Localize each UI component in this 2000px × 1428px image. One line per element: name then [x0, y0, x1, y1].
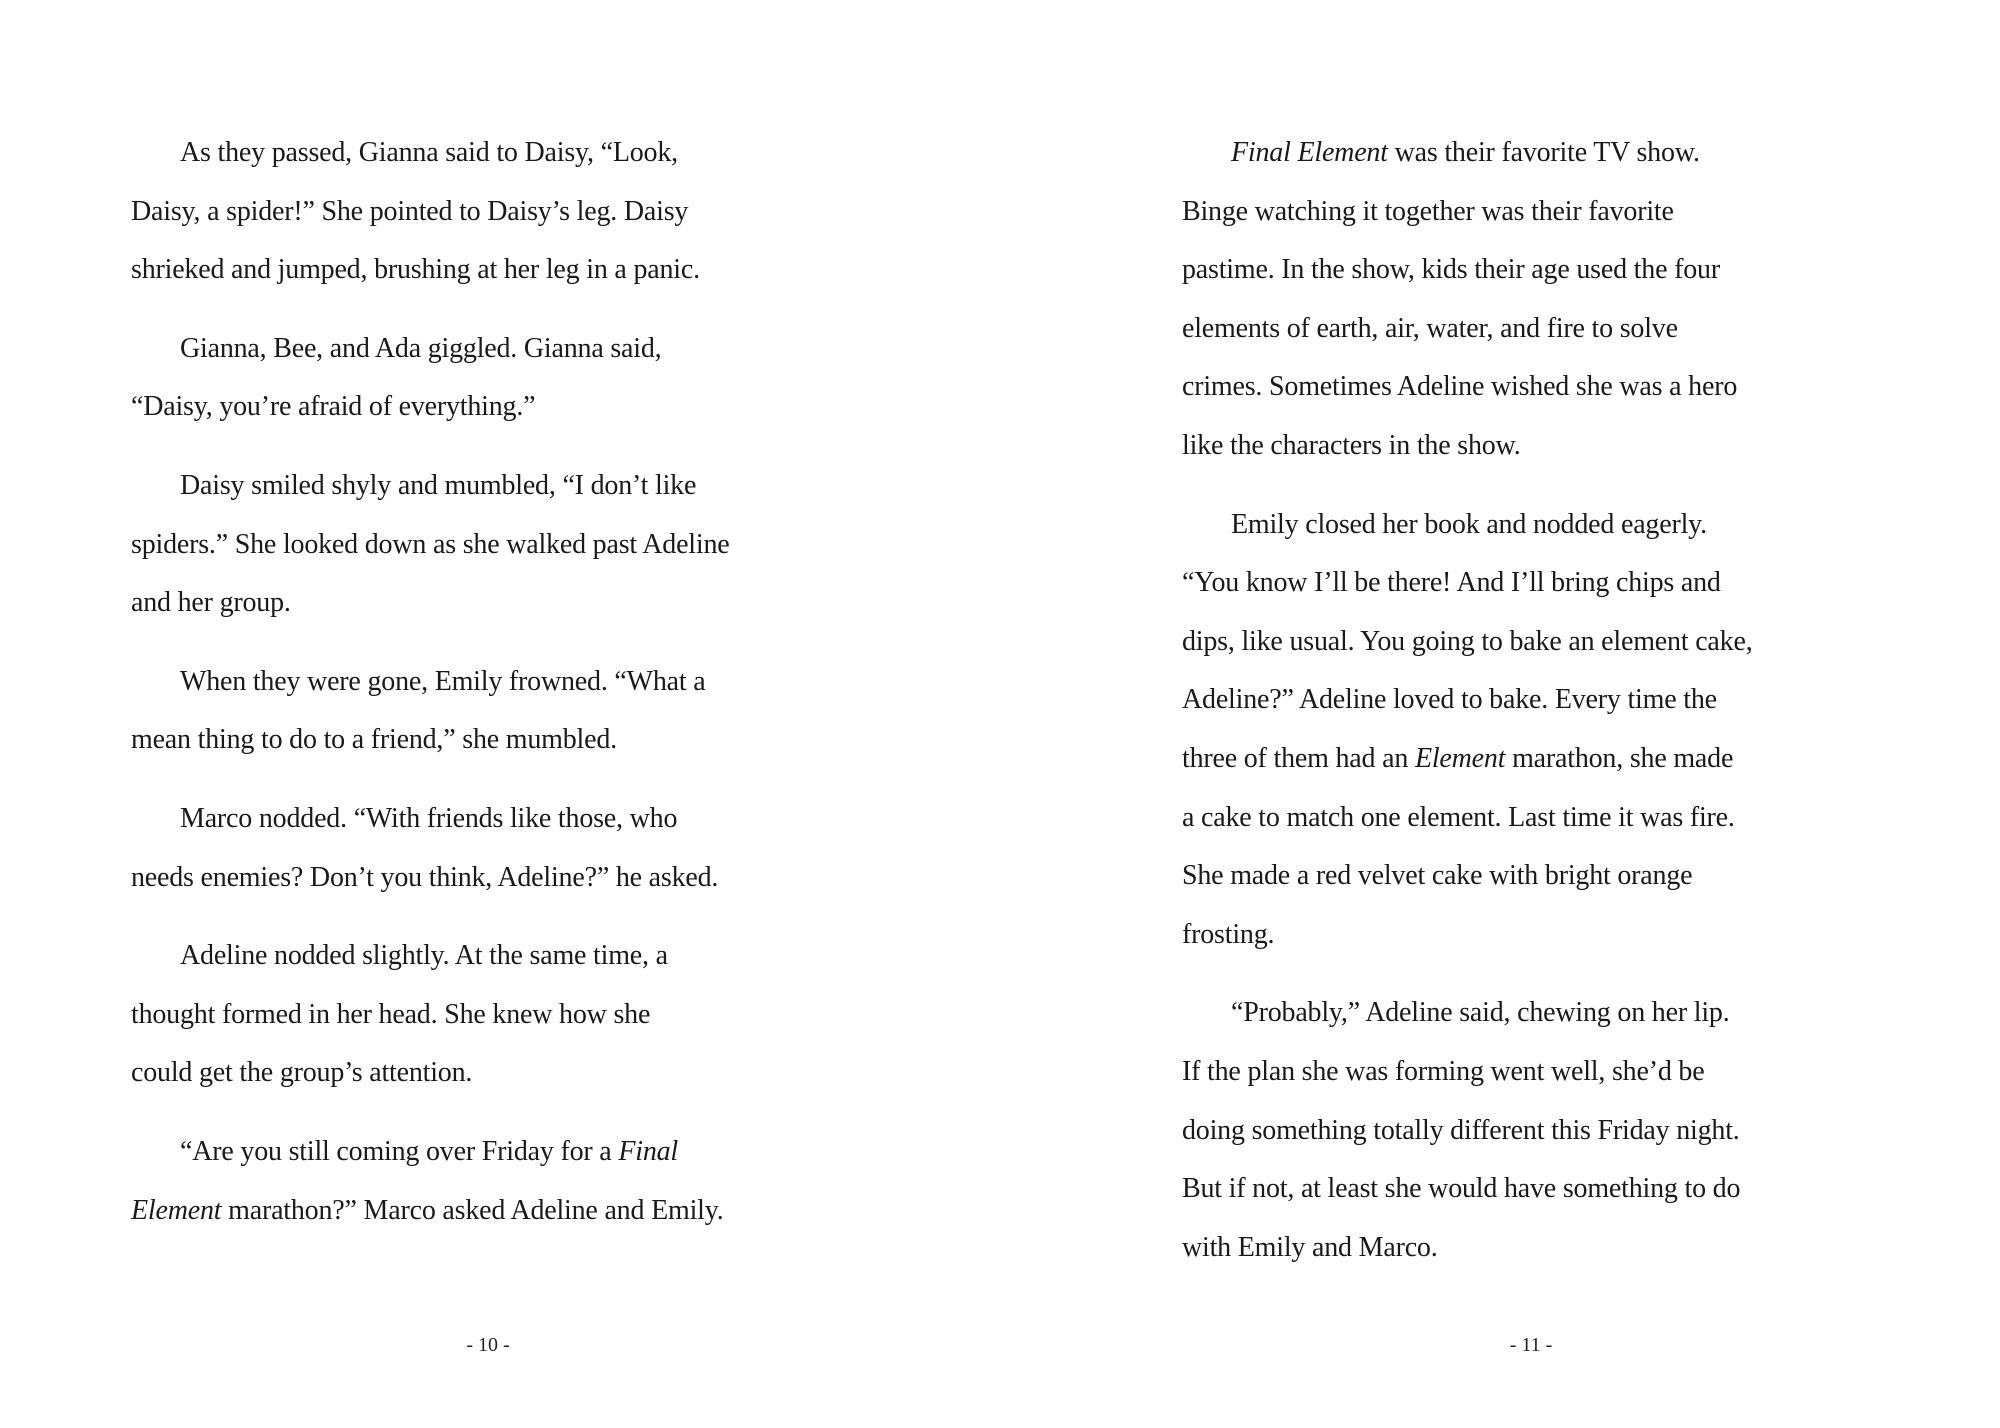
- text-run: Gianna, Bee, and Ada giggled. Gianna said,: [180, 332, 662, 364]
- text-run: could get the group’s attention.: [131, 1057, 473, 1089]
- text-line: [131, 124, 871, 183]
- text-run: was their favorite TV show.: [1387, 137, 1700, 168]
- italic-title: Final Element: [1231, 137, 1388, 168]
- text-line: [131, 574, 871, 633]
- text-run: crimes. Sometimes Adeline wished she was a hero: [1182, 371, 1738, 403]
- text-line: [131, 516, 871, 575]
- text-run: Marco nodded. “With friends like those, who: [180, 802, 678, 834]
- paragraph: [131, 790, 871, 907]
- text-line: [1182, 1219, 1922, 1278]
- text-line: [131, 1182, 871, 1241]
- left-page-body: [131, 124, 871, 1260]
- text-line: [1182, 906, 1922, 965]
- text-run: If the plan she was forming went well, she’d be: [1182, 1055, 1705, 1087]
- text-run: “Daisy, you’re afraid of everything.”: [131, 391, 536, 423]
- text-run: marathon, she made: [1505, 742, 1734, 774]
- right-page: [1000, 0, 2000, 1428]
- text-run: But if not, at least she would have something to do: [1182, 1173, 1741, 1205]
- text-line: [1182, 789, 1922, 848]
- text-line: [1182, 358, 1922, 417]
- text-line: [131, 927, 871, 986]
- italic-title: Element: [131, 1194, 222, 1226]
- right-page-body: [1182, 124, 1922, 1297]
- text-line: [1182, 1160, 1922, 1219]
- text-run: Daisy smiled shyly and mumbled, “I don’t like: [180, 469, 697, 501]
- text-run: Binge watching it together was their favorite: [1182, 195, 1674, 227]
- text-run: “Probably,” Adeline said, chewing on her lip.: [1231, 997, 1730, 1029]
- text-run: Emily closed her book and nodded eagerly.: [1231, 508, 1707, 540]
- text-run: When they were gone, Emily frowned. “What a: [180, 665, 706, 697]
- paragraph: [1182, 984, 1922, 1277]
- text-line: [131, 790, 871, 849]
- text-run: mean thing to do to a friend,” she mumbled.: [131, 724, 617, 756]
- text-line: [1182, 984, 1922, 1043]
- page-number: - 10 -: [466, 1334, 510, 1356]
- text-run: shrieked and jumped, brushing at her leg in a panic.: [131, 254, 700, 286]
- paragraph: [131, 927, 871, 1103]
- text-run: doing something totally different this Friday night.: [1182, 1114, 1740, 1146]
- paragraph: [131, 457, 871, 633]
- text-run: She made a red velvet cake with bright orange: [1182, 860, 1693, 892]
- text-run: like the characters in the show.: [1182, 429, 1521, 461]
- text-line: [1182, 241, 1922, 300]
- paragraph: [1182, 496, 1922, 965]
- text-line: [131, 986, 871, 1045]
- text-line: [1182, 554, 1922, 613]
- text-line: [1182, 1102, 1922, 1161]
- text-line: [1182, 1043, 1922, 1102]
- text-line: [1182, 300, 1922, 359]
- paragraph: [131, 124, 871, 300]
- text-line: [131, 1044, 871, 1103]
- paragraph: [131, 320, 871, 437]
- text-line: [1182, 613, 1922, 672]
- text-line: [131, 1123, 871, 1182]
- text-run: elements of earth, air, water, and fire to solve: [1182, 312, 1678, 344]
- text-run: with Emily and Marco.: [1182, 1231, 1438, 1263]
- text-run: Daisy, a spider!” She pointed to Daisy’s leg. Daisy: [131, 195, 689, 227]
- text-run: Adeline nodded slightly. At the same time, a: [180, 940, 668, 972]
- text-run: frosting.: [1182, 918, 1275, 950]
- text-line: [131, 183, 871, 242]
- text-run: pastime. In the show, kids their age used the four: [1182, 254, 1720, 286]
- text-run: Adeline?” Adeline loved to bake. Every time the: [1182, 684, 1717, 716]
- text-run: As they passed, Gianna said to Daisy, “Look,: [180, 137, 678, 168]
- text-line: [1182, 671, 1922, 730]
- text-line: [1182, 730, 1922, 789]
- text-run: needs enemies? Don’t you think, Adeline?” he asked.: [131, 861, 719, 893]
- text-line: [1182, 124, 1922, 183]
- text-run: marathon?” Marco asked Adeline and Emily.: [221, 1194, 724, 1226]
- text-line: [1182, 417, 1922, 476]
- text-run: and her group.: [131, 587, 291, 619]
- text-line: [131, 320, 871, 379]
- text-line: [1182, 847, 1922, 906]
- text-run: “Are you still coming over Friday for a: [180, 1135, 619, 1167]
- text-run: spiders.” She looked down as she walked past Adeline: [131, 528, 730, 560]
- text-run: a cake to match one element. Last time it was fire.: [1182, 801, 1735, 833]
- text-line: [1182, 496, 1922, 555]
- page-number: - 11 -: [1509, 1334, 1553, 1356]
- text-run: three of them had an: [1182, 742, 1415, 774]
- italic-title: Final: [618, 1135, 679, 1167]
- italic-title: Element: [1414, 742, 1506, 774]
- text-run: dips, like usual. You going to bake an element cake,: [1182, 625, 1753, 657]
- text-run: “You know I’ll be there! And I’ll bring chips and: [1182, 567, 1721, 599]
- text-line: [131, 711, 871, 770]
- paragraph: [1182, 124, 1922, 476]
- text-line: [1182, 183, 1922, 242]
- text-line: [131, 241, 871, 300]
- paragraph: [131, 653, 871, 770]
- text-line: [131, 849, 871, 908]
- text-line: [131, 653, 871, 712]
- text-run: thought formed in her head. She knew how she: [131, 998, 651, 1030]
- text-line: [131, 457, 871, 516]
- paragraph: [131, 1123, 871, 1240]
- text-line: [131, 378, 871, 437]
